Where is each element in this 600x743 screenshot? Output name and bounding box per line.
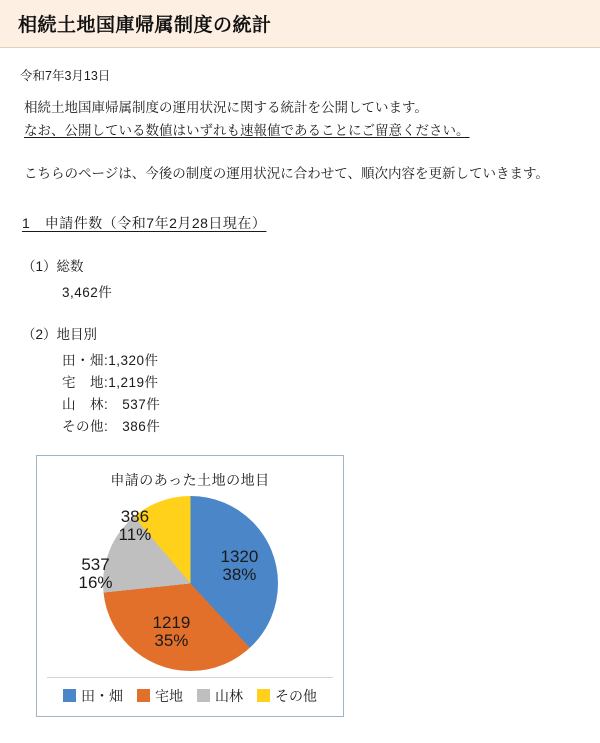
pie-label-takuchi [153,614,191,650]
legend-label-takuchi: 宅地 [155,687,183,704]
pie-label-sanrin-percent: 16% [78,572,113,592]
pie-label-tahata [221,548,259,584]
intro-paragraph: 相続土地国庫帰属制度の運用状況に関する統計を公開しています。 [24,100,428,115]
legend-item-sonota [257,686,317,706]
page-header [0,0,600,48]
update-notice: こちらのページは、今後の制度の運用状況に合わせて、順次内容を更新していきます。 [24,165,549,181]
subsection-total-heading: （1）総数 [22,258,84,274]
list-item: 宅 地:1,219件 [62,374,159,390]
pie-label-sanrin [79,556,113,592]
pie-label-tahata-percent: 38% [222,564,257,584]
pie-label-takuchi-value: 1219 [152,612,191,632]
category-value-list [20,349,580,435]
chart-title: 申請のあった土地の地目 [110,471,270,488]
legend-swatch-takuchi [137,689,150,702]
legend-label-sonota: その他 [275,687,317,704]
legend-item-tahata [63,686,123,706]
legend-item-takuchi [137,686,183,706]
list-item: 田・畑:1,320件 [62,352,159,368]
legend-swatch-sanrin [197,689,210,702]
legend-item-sanrin [197,686,243,706]
legend-label-sanrin: 山林 [215,687,243,704]
pie-label-sonota-percent: 11% [118,524,152,544]
list-item: その他: 386件 [62,418,161,434]
list-item: 山 林: 537件 [62,396,161,412]
page-title: 相続土地国庫帰属制度の統計 [18,15,272,36]
legend-swatch-tahata [63,689,76,702]
publication-date: 令和7年3月13日 [20,69,111,83]
section-heading-applications: 1 申請件数（令和7年2月28日現在） [22,214,267,231]
pie-label-takuchi-percent: 35% [154,630,189,650]
chart-legend [47,677,333,706]
pie-chart-plot [78,496,278,671]
pie-label-sonota [119,508,152,544]
pie-label-sonota-value: 386 [120,506,150,526]
pie-label-sanrin-value: 537 [81,554,110,574]
document-content [0,48,600,717]
legend-label-tahata: 田・畑 [81,687,123,704]
provisional-notice: なお、公開している数値はいずれも速報値であることにご留意ください。 [24,122,470,138]
pie-chart [36,455,344,717]
subsection-total-value: 3,462件 [62,284,113,300]
pie-label-tahata-value: 1320 [220,546,259,566]
subsection-bycategory-heading: （2）地目別 [22,326,98,342]
legend-swatch-sonota [257,689,270,702]
